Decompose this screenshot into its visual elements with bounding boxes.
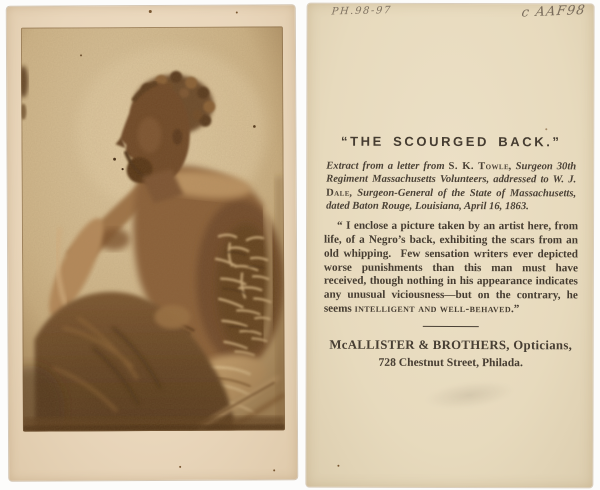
pencil-accession-number-right: c AAF98	[520, 2, 587, 21]
foxing-speck	[236, 12, 238, 14]
extract-text: Extract from a letter from	[326, 160, 449, 172]
extract-text: , Surgeon 30th Regiment Massachusetts Volunteers, addressed to W. J.	[326, 161, 577, 186]
letter-quote-paragraph	[324, 220, 578, 317]
scourged-back-photo-illustration	[21, 26, 285, 431]
faint-pencil-smudge	[423, 377, 515, 414]
printers-rule-divider	[423, 326, 479, 327]
foxing-speck	[179, 466, 181, 468]
card-title: “THE SCOURGED BACK.”	[340, 133, 562, 150]
quote-text: “ I enclose a picture taken by an artist here, from life, of a Negro’s back, exhibiting the scars from an old whipping. Few sensation writers ever depicted worse punishments than this man must have received, though nothing in his appearance indicates any unusual viciousness—but on the contrary, he seems	[323, 219, 579, 315]
foxing-speck	[545, 128, 547, 130]
surgeon-general-name-dale: Dale	[326, 187, 350, 199]
pencil-accession-number-left: PH.98-97	[331, 5, 393, 18]
extract-citation-paragraph	[326, 160, 576, 214]
printed-verso-text	[324, 4, 579, 369]
extract-text: , Surgeon-General of the State of Massachusetts, dated Baton Rouge, Louisiana, April 16, 1863.	[326, 187, 577, 213]
publisher-imprint-name: McALLISTER & BROTHERS, Opticians,	[329, 337, 573, 353]
carte-de-visite-back	[306, 4, 593, 488]
carte-de-visite-front	[7, 5, 297, 481]
foxing-speck	[273, 469, 275, 471]
publisher-imprint-address: 728 Chestnut Street, Philada.	[378, 355, 523, 369]
foxing-speck	[149, 10, 152, 13]
quote-smallcaps-text: intelligent and well-behaved	[354, 302, 512, 316]
foxing-speck	[337, 465, 339, 467]
surgeon-name-towle: S. K. Towle	[448, 160, 510, 173]
albumen-photograph	[21, 26, 285, 431]
quote-text: .”	[511, 303, 520, 316]
